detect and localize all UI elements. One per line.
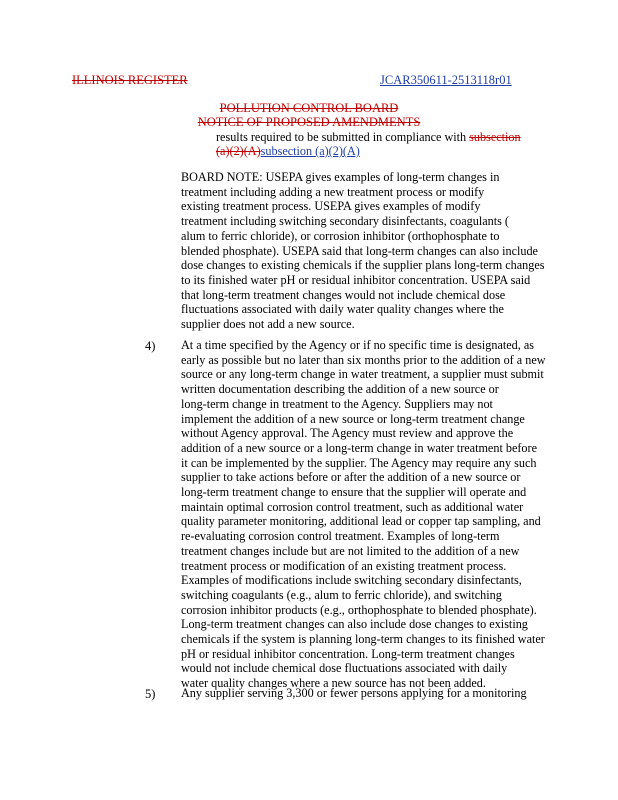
notice-title: NOTICE OF PROPOSED AMENDMENTS [197,115,421,129]
item-4-line: treatment process or modification of an existing treatment process. [181,558,507,573]
board-note-line: blended phosphate). USEPA said that long-term changes can also include [181,243,538,258]
continuation-line-2 [216,144,596,159]
item-4-line: addition of a new source or a long-term change in water treatment before [181,440,537,455]
item-4-line: Long-term treatment changes can also include dose changes to existing [181,617,528,632]
deleted-subsection-ref: (a)(2)(A) [216,144,261,158]
board-note-line: alum to ferric chloride), or corrosion inhibitor (orthophosphate to [181,228,500,243]
item-4-line: Examples of modifications include switching secondary disinfectants, [181,573,522,588]
item-4-line: would not include chemical dose fluctuations associated with daily [181,661,508,676]
item-4-line: switching coagulants (e.g., alum to ferric chloride), and switching [181,587,502,602]
item-4-line: it can be implemented by the supplier. The Agency may require any such [181,455,537,470]
board-note-line: that long-term treatment changes would not include chemical dose [181,287,506,302]
continuation-line-1 [216,130,596,145]
item-5-number: 5) [145,687,156,701]
item-4-line: At a time specified by the Agency or if no specific time is designated, as [181,338,534,352]
item-4-line: source or any long-term change in water treatment, a supplier must submit [181,367,544,382]
board-note [181,170,591,332]
item-4-line: treatment changes include but are not limited to the addition of a new [181,543,520,558]
agency-title: POLLUTION CONTROL BOARD [219,101,399,115]
item-5-line: Any supplier serving 3,300 or fewer persons applying for a monitoring [181,686,527,700]
item-4-line: written documentation describing the addition of a new source or [181,382,499,397]
register-header: ILLINOIS REGISTER [72,73,188,87]
item-4-line: quality parameter monitoring, additional lead or copper tap sampling, and [181,514,541,529]
item-4-line: pH or residual inhibitor concentration. Long-term treatment changes [181,646,515,661]
document-id: JCAR350611-2513118r01 [380,73,512,87]
added-subsection-ref: subsection (a)(2)(A) [260,144,360,158]
item-4-line: maintain optimal corrosion control treatment, such as additional water [181,499,524,514]
item-4-line: without Agency approval. The Agency must review and approve the [181,426,514,441]
item-4-line: chemicals if the system is planning long-term changes to its finished water [181,632,545,647]
board-note-line: BOARD NOTE: USEPA gives examples of long-term changes in [181,170,500,184]
item-4-line: long-term treatment change to ensure that the supplier will operate and [181,485,527,500]
item-4-line: re-evaluating corrosion control treatment. Examples of long-term [181,529,500,544]
item-4-text [181,338,591,691]
item-4-line: water quality changes where a new source has not been added. [181,676,486,691]
item-4-line: implement the addition of a new source or long-term treatment change [181,411,525,426]
board-note-line: dose changes to existing chemicals if the supplier plans long-term changes [181,258,545,273]
item-4-number: 4) [145,339,156,353]
item-4-line: early as possible but no later than six months prior to the addition of a new [181,352,546,367]
board-note-line: treatment including adding a new treatment process or modify [181,184,485,199]
board-note-line: to its finished water pH or residual inhibitor concentration. USEPA said [181,272,531,287]
board-note-line: supplier does not add a new source. [181,317,355,332]
deleted-subsection: subsection [469,130,521,144]
board-note-line: treatment including switching secondary disinfectants, coagulants ( [181,214,509,229]
board-note-line: existing treatment process. USEPA gives examples of modify [181,199,481,214]
item-4-line: supplier to take actions before or after the addition of a new source or [181,470,521,485]
continuation-text: results required to be submitted in compliance with [216,130,467,144]
board-note-line: fluctuations associated with daily water quality changes where the [181,302,504,317]
item-4-line: long-term change in treatment to the Agency. Suppliers may not [181,396,493,411]
item-4-line: corrosion inhibitor products (e.g., orthophosphate to blended phosphate). [181,602,537,617]
item-5-text [181,686,591,701]
